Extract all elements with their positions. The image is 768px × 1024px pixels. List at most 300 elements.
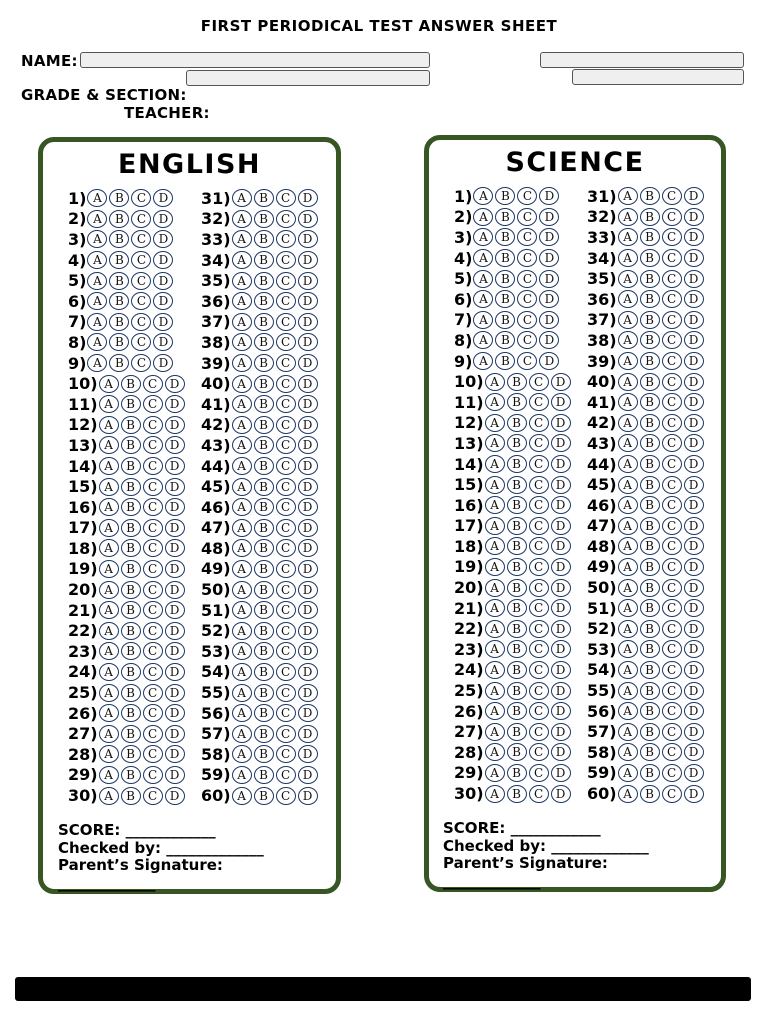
choice-c-bubble[interactable]: C bbox=[529, 764, 549, 782]
choice-b-bubble[interactable]: B bbox=[507, 476, 527, 494]
choice-a-bubble[interactable]: A bbox=[485, 434, 505, 452]
choice-a-bubble[interactable]: A bbox=[485, 393, 505, 411]
choice-d-bubble[interactable]: D bbox=[165, 395, 185, 413]
choice-a-bubble[interactable]: A bbox=[618, 373, 638, 391]
choice-b-bubble[interactable]: B bbox=[495, 208, 515, 226]
choice-b-bubble[interactable]: B bbox=[507, 682, 527, 700]
choice-a-bubble[interactable]: A bbox=[618, 743, 638, 761]
choice-d-bubble[interactable]: D bbox=[298, 189, 318, 207]
choice-d-bubble[interactable]: D bbox=[165, 601, 185, 619]
choice-c-bubble[interactable]: C bbox=[529, 702, 549, 720]
choice-a-bubble[interactable]: A bbox=[232, 519, 252, 537]
choice-d-bubble[interactable]: D bbox=[684, 764, 704, 782]
choice-b-bubble[interactable]: B bbox=[640, 640, 660, 658]
choice-c-bubble[interactable]: C bbox=[143, 416, 163, 434]
choice-b-bubble[interactable]: B bbox=[640, 290, 660, 308]
choice-b-bubble[interactable]: B bbox=[254, 725, 274, 743]
choice-c-bubble[interactable]: C bbox=[529, 661, 549, 679]
choice-d-bubble[interactable]: D bbox=[551, 702, 571, 720]
choice-d-bubble[interactable]: D bbox=[551, 517, 571, 535]
choice-a-bubble[interactable]: A bbox=[232, 375, 252, 393]
choice-b-bubble[interactable]: B bbox=[254, 539, 274, 557]
choice-d-bubble[interactable]: D bbox=[551, 414, 571, 432]
choice-b-bubble[interactable]: B bbox=[507, 764, 527, 782]
choice-a-bubble[interactable]: A bbox=[618, 455, 638, 473]
choice-b-bubble[interactable]: B bbox=[121, 601, 141, 619]
choice-a-bubble[interactable]: A bbox=[87, 354, 107, 372]
choice-b-bubble[interactable]: B bbox=[495, 290, 515, 308]
choice-a-bubble[interactable]: A bbox=[232, 787, 252, 805]
choice-d-bubble[interactable]: D bbox=[298, 436, 318, 454]
choice-a-bubble[interactable]: A bbox=[485, 496, 505, 514]
choice-d-bubble[interactable]: D bbox=[539, 290, 559, 308]
choice-a-bubble[interactable]: A bbox=[99, 745, 119, 763]
choice-c-bubble[interactable]: C bbox=[662, 270, 682, 288]
choice-d-bubble[interactable]: D bbox=[165, 745, 185, 763]
choice-a-bubble[interactable]: A bbox=[232, 581, 252, 599]
choice-a-bubble[interactable]: A bbox=[99, 457, 119, 475]
choice-c-bubble[interactable]: C bbox=[143, 375, 163, 393]
choice-c-bubble[interactable]: C bbox=[517, 270, 537, 288]
choice-b-bubble[interactable]: B bbox=[121, 787, 141, 805]
choice-d-bubble[interactable]: D bbox=[551, 764, 571, 782]
choice-c-bubble[interactable]: C bbox=[276, 519, 296, 537]
choice-d-bubble[interactable]: D bbox=[551, 373, 571, 391]
choice-a-bubble[interactable]: A bbox=[473, 352, 493, 370]
choice-a-bubble[interactable]: A bbox=[99, 622, 119, 640]
choice-a-bubble[interactable]: A bbox=[232, 395, 252, 413]
choice-c-bubble[interactable]: C bbox=[276, 189, 296, 207]
choice-b-bubble[interactable]: B bbox=[254, 704, 274, 722]
choice-b-bubble[interactable]: B bbox=[640, 599, 660, 617]
choice-d-bubble[interactable]: D bbox=[684, 640, 704, 658]
choice-a-bubble[interactable]: A bbox=[232, 642, 252, 660]
choice-b-bubble[interactable]: B bbox=[507, 579, 527, 597]
choice-a-bubble[interactable]: A bbox=[618, 393, 638, 411]
choice-a-bubble[interactable]: A bbox=[99, 560, 119, 578]
choice-d-bubble[interactable]: D bbox=[684, 785, 704, 803]
choice-a-bubble[interactable]: A bbox=[99, 498, 119, 516]
choice-b-bubble[interactable]: B bbox=[254, 478, 274, 496]
choice-b-bubble[interactable]: B bbox=[640, 517, 660, 535]
choice-a-bubble[interactable]: A bbox=[232, 313, 252, 331]
choice-a-bubble[interactable]: A bbox=[232, 230, 252, 248]
choice-a-bubble[interactable]: A bbox=[485, 455, 505, 473]
choice-b-bubble[interactable]: B bbox=[640, 537, 660, 555]
choice-d-bubble[interactable]: D bbox=[298, 560, 318, 578]
choice-a-bubble[interactable]: A bbox=[99, 539, 119, 557]
choice-a-bubble[interactable]: A bbox=[485, 764, 505, 782]
choice-c-bubble[interactable]: C bbox=[276, 642, 296, 660]
choice-a-bubble[interactable]: A bbox=[485, 743, 505, 761]
choice-d-bubble[interactable]: D bbox=[153, 354, 173, 372]
choice-a-bubble[interactable]: A bbox=[618, 764, 638, 782]
choice-b-bubble[interactable]: B bbox=[254, 745, 274, 763]
choice-a-bubble[interactable]: A bbox=[232, 251, 252, 269]
choice-b-bubble[interactable]: B bbox=[640, 249, 660, 267]
choice-c-bubble[interactable]: C bbox=[662, 682, 682, 700]
choice-d-bubble[interactable]: D bbox=[165, 560, 185, 578]
choice-c-bubble[interactable]: C bbox=[662, 599, 682, 617]
choice-c-bubble[interactable]: C bbox=[662, 208, 682, 226]
choice-d-bubble[interactable]: D bbox=[298, 601, 318, 619]
choice-c-bubble[interactable]: C bbox=[276, 395, 296, 413]
choice-d-bubble[interactable]: D bbox=[684, 517, 704, 535]
choice-d-bubble[interactable]: D bbox=[539, 228, 559, 246]
choice-a-bubble[interactable]: A bbox=[485, 640, 505, 658]
choice-b-bubble[interactable]: B bbox=[640, 579, 660, 597]
choice-d-bubble[interactable]: D bbox=[165, 539, 185, 557]
choice-a-bubble[interactable]: A bbox=[618, 187, 638, 205]
choice-c-bubble[interactable]: C bbox=[662, 352, 682, 370]
choice-c-bubble[interactable]: C bbox=[662, 455, 682, 473]
choice-a-bubble[interactable]: A bbox=[99, 684, 119, 702]
choice-d-bubble[interactable]: D bbox=[165, 457, 185, 475]
choice-b-bubble[interactable]: B bbox=[640, 270, 660, 288]
choice-d-bubble[interactable]: D bbox=[298, 725, 318, 743]
choice-d-bubble[interactable]: D bbox=[684, 208, 704, 226]
choice-d-bubble[interactable]: D bbox=[684, 743, 704, 761]
choice-a-bubble[interactable]: A bbox=[87, 333, 107, 351]
choice-b-bubble[interactable]: B bbox=[640, 228, 660, 246]
choice-a-bubble[interactable]: A bbox=[473, 249, 493, 267]
choice-b-bubble[interactable]: B bbox=[640, 434, 660, 452]
choice-c-bubble[interactable]: C bbox=[143, 436, 163, 454]
choice-b-bubble[interactable]: B bbox=[121, 725, 141, 743]
choice-b-bubble[interactable]: B bbox=[254, 581, 274, 599]
choice-c-bubble[interactable]: C bbox=[529, 640, 549, 658]
choice-b-bubble[interactable]: B bbox=[507, 743, 527, 761]
choice-c-bubble[interactable]: C bbox=[662, 764, 682, 782]
choice-b-bubble[interactable]: B bbox=[640, 496, 660, 514]
choice-d-bubble[interactable]: D bbox=[165, 787, 185, 805]
choice-d-bubble[interactable]: D bbox=[165, 766, 185, 784]
choice-a-bubble[interactable]: A bbox=[232, 416, 252, 434]
choice-d-bubble[interactable]: D bbox=[684, 558, 704, 576]
choice-c-bubble[interactable]: C bbox=[131, 230, 151, 248]
choice-d-bubble[interactable]: D bbox=[298, 539, 318, 557]
choice-a-bubble[interactable]: A bbox=[87, 230, 107, 248]
choice-c-bubble[interactable]: C bbox=[529, 517, 549, 535]
choice-d-bubble[interactable]: D bbox=[551, 785, 571, 803]
choice-b-bubble[interactable]: B bbox=[640, 661, 660, 679]
choice-a-bubble[interactable]: A bbox=[99, 436, 119, 454]
choice-c-bubble[interactable]: C bbox=[276, 375, 296, 393]
choice-d-bubble[interactable]: D bbox=[539, 270, 559, 288]
choice-d-bubble[interactable]: D bbox=[298, 354, 318, 372]
choice-d-bubble[interactable]: D bbox=[684, 579, 704, 597]
choice-d-bubble[interactable]: D bbox=[551, 723, 571, 741]
choice-c-bubble[interactable]: C bbox=[517, 249, 537, 267]
choice-b-bubble[interactable]: B bbox=[109, 292, 129, 310]
choice-d-bubble[interactable]: D bbox=[551, 640, 571, 658]
choice-b-bubble[interactable]: B bbox=[640, 414, 660, 432]
choice-b-bubble[interactable]: B bbox=[640, 620, 660, 638]
choice-c-bubble[interactable]: C bbox=[276, 313, 296, 331]
choice-a-bubble[interactable]: A bbox=[485, 661, 505, 679]
choice-d-bubble[interactable]: D bbox=[551, 393, 571, 411]
choice-c-bubble[interactable]: C bbox=[276, 725, 296, 743]
choice-d-bubble[interactable]: D bbox=[684, 496, 704, 514]
choice-c-bubble[interactable]: C bbox=[517, 208, 537, 226]
choice-a-bubble[interactable]: A bbox=[618, 682, 638, 700]
choice-d-bubble[interactable]: D bbox=[165, 416, 185, 434]
choice-c-bubble[interactable]: C bbox=[276, 684, 296, 702]
choice-a-bubble[interactable]: A bbox=[485, 373, 505, 391]
choice-c-bubble[interactable]: C bbox=[143, 519, 163, 537]
choice-d-bubble[interactable]: D bbox=[684, 373, 704, 391]
name-field[interactable] bbox=[80, 52, 430, 68]
choice-b-bubble[interactable]: B bbox=[254, 189, 274, 207]
choice-c-bubble[interactable]: C bbox=[131, 210, 151, 228]
choice-c-bubble[interactable]: C bbox=[143, 478, 163, 496]
choice-a-bubble[interactable]: A bbox=[618, 579, 638, 597]
choice-c-bubble[interactable]: C bbox=[662, 228, 682, 246]
choice-a-bubble[interactable]: A bbox=[99, 766, 119, 784]
choice-a-bubble[interactable]: A bbox=[99, 581, 119, 599]
choice-c-bubble[interactable]: C bbox=[131, 272, 151, 290]
choice-b-bubble[interactable]: B bbox=[507, 785, 527, 803]
choice-c-bubble[interactable]: C bbox=[662, 579, 682, 597]
choice-c-bubble[interactable]: C bbox=[276, 230, 296, 248]
choice-d-bubble[interactable]: D bbox=[684, 434, 704, 452]
choice-c-bubble[interactable]: C bbox=[662, 517, 682, 535]
choice-a-bubble[interactable]: A bbox=[99, 416, 119, 434]
choice-d-bubble[interactable]: D bbox=[153, 251, 173, 269]
choice-c-bubble[interactable]: C bbox=[131, 313, 151, 331]
choice-d-bubble[interactable]: D bbox=[298, 663, 318, 681]
choice-a-bubble[interactable]: A bbox=[232, 292, 252, 310]
choice-d-bubble[interactable]: D bbox=[153, 272, 173, 290]
choice-a-bubble[interactable]: A bbox=[87, 251, 107, 269]
choice-c-bubble[interactable]: C bbox=[529, 476, 549, 494]
choice-c-bubble[interactable]: C bbox=[276, 210, 296, 228]
choice-a-bubble[interactable]: A bbox=[232, 601, 252, 619]
choice-d-bubble[interactable]: D bbox=[684, 393, 704, 411]
choice-d-bubble[interactable]: D bbox=[153, 313, 173, 331]
choice-b-bubble[interactable]: B bbox=[640, 331, 660, 349]
choice-b-bubble[interactable]: B bbox=[254, 436, 274, 454]
choice-c-bubble[interactable]: C bbox=[529, 414, 549, 432]
choice-a-bubble[interactable]: A bbox=[485, 599, 505, 617]
choice-c-bubble[interactable]: C bbox=[143, 745, 163, 763]
choice-d-bubble[interactable]: D bbox=[551, 455, 571, 473]
choice-b-bubble[interactable]: B bbox=[121, 581, 141, 599]
choice-c-bubble[interactable]: C bbox=[143, 395, 163, 413]
choice-a-bubble[interactable]: A bbox=[485, 702, 505, 720]
choice-d-bubble[interactable]: D bbox=[153, 333, 173, 351]
choice-b-bubble[interactable]: B bbox=[254, 416, 274, 434]
choice-a-bubble[interactable]: A bbox=[99, 663, 119, 681]
choice-c-bubble[interactable]: C bbox=[276, 333, 296, 351]
choice-a-bubble[interactable]: A bbox=[473, 187, 493, 205]
choice-b-bubble[interactable]: B bbox=[507, 599, 527, 617]
choice-c-bubble[interactable]: C bbox=[276, 560, 296, 578]
choice-c-bubble[interactable]: C bbox=[517, 290, 537, 308]
teacher-field[interactable] bbox=[572, 69, 744, 85]
choice-d-bubble[interactable]: D bbox=[539, 249, 559, 267]
choice-b-bubble[interactable]: B bbox=[640, 743, 660, 761]
choice-b-bubble[interactable]: B bbox=[254, 354, 274, 372]
choice-a-bubble[interactable]: A bbox=[99, 725, 119, 743]
choice-d-bubble[interactable]: D bbox=[684, 311, 704, 329]
choice-b-bubble[interactable]: B bbox=[121, 539, 141, 557]
choice-c-bubble[interactable]: C bbox=[276, 581, 296, 599]
choice-a-bubble[interactable]: A bbox=[618, 517, 638, 535]
choice-b-bubble[interactable]: B bbox=[254, 292, 274, 310]
choice-d-bubble[interactable]: D bbox=[165, 375, 185, 393]
choice-b-bubble[interactable]: B bbox=[121, 498, 141, 516]
choice-c-bubble[interactable]: C bbox=[143, 725, 163, 743]
choice-b-bubble[interactable]: B bbox=[121, 416, 141, 434]
choice-d-bubble[interactable]: D bbox=[298, 704, 318, 722]
choice-b-bubble[interactable]: B bbox=[640, 723, 660, 741]
choice-a-bubble[interactable]: A bbox=[232, 498, 252, 516]
choice-d-bubble[interactable]: D bbox=[298, 745, 318, 763]
choice-a-bubble[interactable]: A bbox=[618, 723, 638, 741]
choice-b-bubble[interactable]: B bbox=[254, 684, 274, 702]
choice-b-bubble[interactable]: B bbox=[640, 558, 660, 576]
choice-c-bubble[interactable]: C bbox=[662, 537, 682, 555]
choice-b-bubble[interactable]: B bbox=[254, 395, 274, 413]
choice-a-bubble[interactable]: A bbox=[232, 436, 252, 454]
choice-b-bubble[interactable]: B bbox=[121, 436, 141, 454]
choice-b-bubble[interactable]: B bbox=[121, 663, 141, 681]
choice-d-bubble[interactable]: D bbox=[551, 476, 571, 494]
choice-c-bubble[interactable]: C bbox=[662, 434, 682, 452]
choice-b-bubble[interactable]: B bbox=[254, 272, 274, 290]
choice-d-bubble[interactable]: D bbox=[165, 519, 185, 537]
choice-a-bubble[interactable]: A bbox=[87, 272, 107, 290]
choice-a-bubble[interactable]: A bbox=[87, 313, 107, 331]
choice-d-bubble[interactable]: D bbox=[298, 684, 318, 702]
choice-d-bubble[interactable]: D bbox=[153, 189, 173, 207]
choice-d-bubble[interactable]: D bbox=[165, 725, 185, 743]
choice-a-bubble[interactable]: A bbox=[618, 785, 638, 803]
choice-d-bubble[interactable]: D bbox=[298, 498, 318, 516]
choice-b-bubble[interactable]: B bbox=[640, 373, 660, 391]
choice-d-bubble[interactable]: D bbox=[153, 292, 173, 310]
choice-b-bubble[interactable]: B bbox=[495, 270, 515, 288]
choice-b-bubble[interactable]: B bbox=[254, 601, 274, 619]
choice-d-bubble[interactable]: D bbox=[539, 311, 559, 329]
choice-c-bubble[interactable]: C bbox=[143, 766, 163, 784]
choice-a-bubble[interactable]: A bbox=[618, 331, 638, 349]
choice-d-bubble[interactable]: D bbox=[684, 599, 704, 617]
choice-a-bubble[interactable]: A bbox=[618, 476, 638, 494]
choice-b-bubble[interactable]: B bbox=[507, 558, 527, 576]
choice-d-bubble[interactable]: D bbox=[298, 457, 318, 475]
choice-c-bubble[interactable]: C bbox=[131, 354, 151, 372]
choice-a-bubble[interactable]: A bbox=[473, 270, 493, 288]
choice-a-bubble[interactable]: A bbox=[473, 208, 493, 226]
choice-d-bubble[interactable]: D bbox=[165, 581, 185, 599]
choice-c-bubble[interactable]: C bbox=[276, 601, 296, 619]
choice-d-bubble[interactable]: D bbox=[298, 787, 318, 805]
choice-c-bubble[interactable]: C bbox=[529, 743, 549, 761]
choice-a-bubble[interactable]: A bbox=[232, 622, 252, 640]
choice-c-bubble[interactable]: C bbox=[662, 723, 682, 741]
choice-c-bubble[interactable]: C bbox=[662, 187, 682, 205]
choice-a-bubble[interactable]: A bbox=[99, 704, 119, 722]
choice-a-bubble[interactable]: A bbox=[618, 640, 638, 658]
choice-d-bubble[interactable]: D bbox=[684, 661, 704, 679]
choice-c-bubble[interactable]: C bbox=[143, 663, 163, 681]
choice-b-bubble[interactable]: B bbox=[640, 393, 660, 411]
choice-a-bubble[interactable]: A bbox=[87, 189, 107, 207]
choice-a-bubble[interactable]: A bbox=[473, 290, 493, 308]
choice-a-bubble[interactable]: A bbox=[618, 208, 638, 226]
choice-c-bubble[interactable]: C bbox=[276, 766, 296, 784]
choice-b-bubble[interactable]: B bbox=[640, 208, 660, 226]
choice-a-bubble[interactable]: A bbox=[618, 558, 638, 576]
choice-d-bubble[interactable]: D bbox=[551, 579, 571, 597]
choice-d-bubble[interactable]: D bbox=[684, 702, 704, 720]
choice-c-bubble[interactable]: C bbox=[529, 785, 549, 803]
choice-a-bubble[interactable]: A bbox=[618, 414, 638, 432]
choice-a-bubble[interactable]: A bbox=[99, 395, 119, 413]
choice-c-bubble[interactable]: C bbox=[529, 599, 549, 617]
choice-a-bubble[interactable]: A bbox=[618, 290, 638, 308]
choice-c-bubble[interactable]: C bbox=[662, 620, 682, 638]
choice-b-bubble[interactable]: B bbox=[109, 313, 129, 331]
choice-a-bubble[interactable]: A bbox=[232, 354, 252, 372]
choice-a-bubble[interactable]: A bbox=[473, 311, 493, 329]
choice-c-bubble[interactable]: C bbox=[529, 537, 549, 555]
choice-d-bubble[interactable]: D bbox=[684, 270, 704, 288]
choice-a-bubble[interactable]: A bbox=[99, 642, 119, 660]
choice-a-bubble[interactable]: A bbox=[232, 560, 252, 578]
choice-b-bubble[interactable]: B bbox=[495, 311, 515, 329]
choice-a-bubble[interactable]: A bbox=[485, 579, 505, 597]
choice-c-bubble[interactable]: C bbox=[662, 476, 682, 494]
choice-a-bubble[interactable]: A bbox=[618, 620, 638, 638]
choice-c-bubble[interactable]: C bbox=[276, 251, 296, 269]
choice-a-bubble[interactable]: A bbox=[485, 517, 505, 535]
choice-b-bubble[interactable]: B bbox=[109, 230, 129, 248]
choice-a-bubble[interactable]: A bbox=[99, 478, 119, 496]
choice-c-bubble[interactable]: C bbox=[529, 620, 549, 638]
choice-b-bubble[interactable]: B bbox=[254, 313, 274, 331]
choice-c-bubble[interactable]: C bbox=[143, 457, 163, 475]
choice-b-bubble[interactable]: B bbox=[640, 785, 660, 803]
choice-d-bubble[interactable]: D bbox=[298, 251, 318, 269]
choice-a-bubble[interactable]: A bbox=[232, 478, 252, 496]
choice-d-bubble[interactable]: D bbox=[684, 455, 704, 473]
choice-b-bubble[interactable]: B bbox=[109, 333, 129, 351]
choice-d-bubble[interactable]: D bbox=[298, 272, 318, 290]
choice-c-bubble[interactable]: C bbox=[143, 601, 163, 619]
choice-d-bubble[interactable]: D bbox=[298, 375, 318, 393]
choice-b-bubble[interactable]: B bbox=[121, 745, 141, 763]
choice-a-bubble[interactable]: A bbox=[232, 333, 252, 351]
choice-d-bubble[interactable]: D bbox=[684, 187, 704, 205]
choice-d-bubble[interactable]: D bbox=[684, 682, 704, 700]
choice-b-bubble[interactable]: B bbox=[640, 352, 660, 370]
choice-c-bubble[interactable]: C bbox=[517, 311, 537, 329]
choice-c-bubble[interactable]: C bbox=[529, 682, 549, 700]
choice-c-bubble[interactable]: C bbox=[131, 333, 151, 351]
choice-b-bubble[interactable]: B bbox=[109, 210, 129, 228]
choice-b-bubble[interactable]: B bbox=[507, 393, 527, 411]
choice-b-bubble[interactable]: B bbox=[254, 457, 274, 475]
choice-b-bubble[interactable]: B bbox=[507, 517, 527, 535]
choice-c-bubble[interactable]: C bbox=[143, 539, 163, 557]
choice-c-bubble[interactable]: C bbox=[276, 416, 296, 434]
choice-b-bubble[interactable]: B bbox=[254, 560, 274, 578]
choice-c-bubble[interactable]: C bbox=[276, 354, 296, 372]
choice-a-bubble[interactable]: A bbox=[618, 599, 638, 617]
